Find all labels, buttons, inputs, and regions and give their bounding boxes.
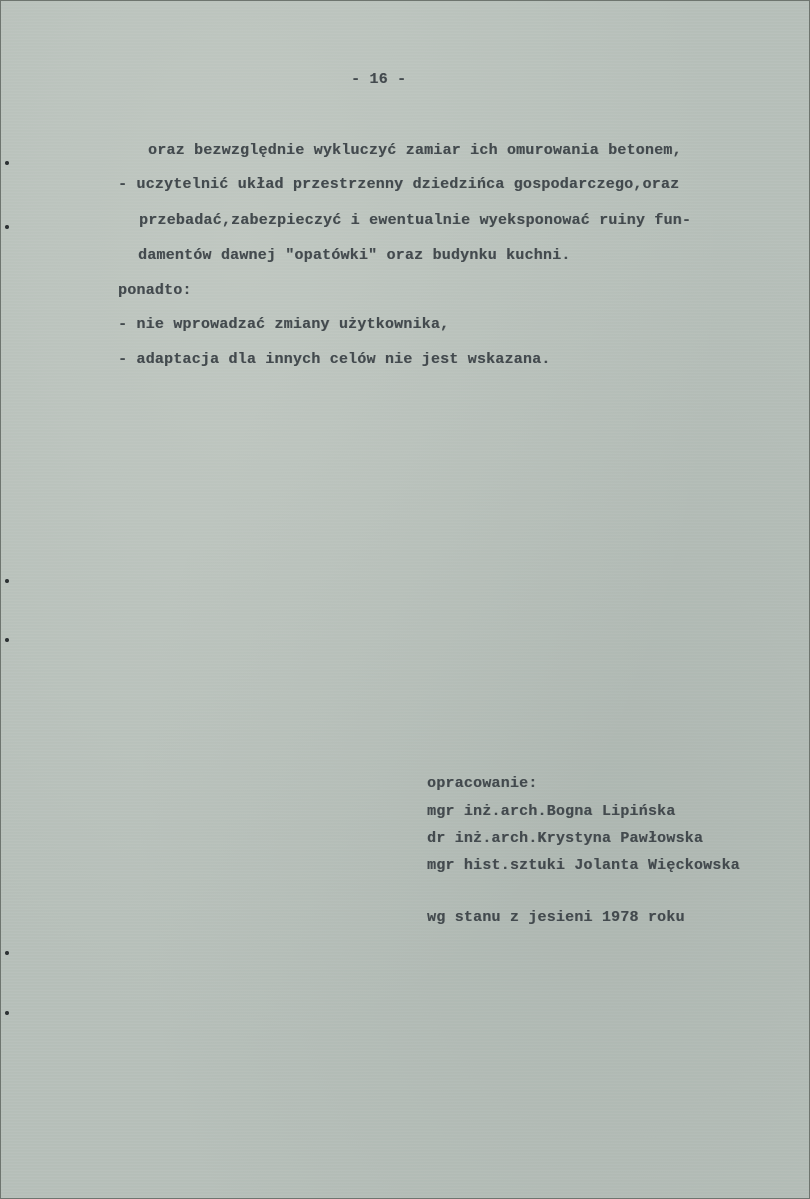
credits-author: mgr hist.sztuki Jolanta Więckowska — [427, 857, 740, 874]
binding-hole-mark — [5, 638, 9, 642]
body-line: przebadać,zabezpieczyć i ewentualnie wyeksponować ruiny fun- — [139, 212, 692, 229]
page-number: - 16 - — [351, 71, 407, 88]
body-line: - nie wprowadzać zmiany użytkownika, — [118, 316, 450, 333]
body-line: - uczytelnić układ przestrzenny dziedzińca gospodarczego,oraz — [118, 176, 680, 193]
body-line: damentów dawnej "opatówki" oraz budynku kuchni. — [138, 247, 571, 264]
body-line: oraz bezwzględnie wykluczyć zamiar ich omurowania betonem, — [148, 142, 682, 159]
credits-heading: opracowanie: — [427, 775, 538, 792]
body-line: ponadto: — [118, 282, 192, 299]
binding-hole-mark — [5, 579, 9, 583]
body-line: - adaptacja dla innych celów nie jest wskazana. — [118, 351, 551, 368]
binding-hole-mark — [5, 225, 9, 229]
binding-hole-mark — [5, 161, 9, 165]
binding-hole-mark — [5, 1011, 9, 1015]
binding-hole-mark — [5, 951, 9, 955]
credits-author: mgr inż.arch.Bogna Lipińska — [427, 803, 676, 820]
date-note: wg stanu z jesieni 1978 roku — [427, 909, 685, 926]
credits-author: dr inż.arch.Krystyna Pawłowska — [427, 830, 704, 847]
